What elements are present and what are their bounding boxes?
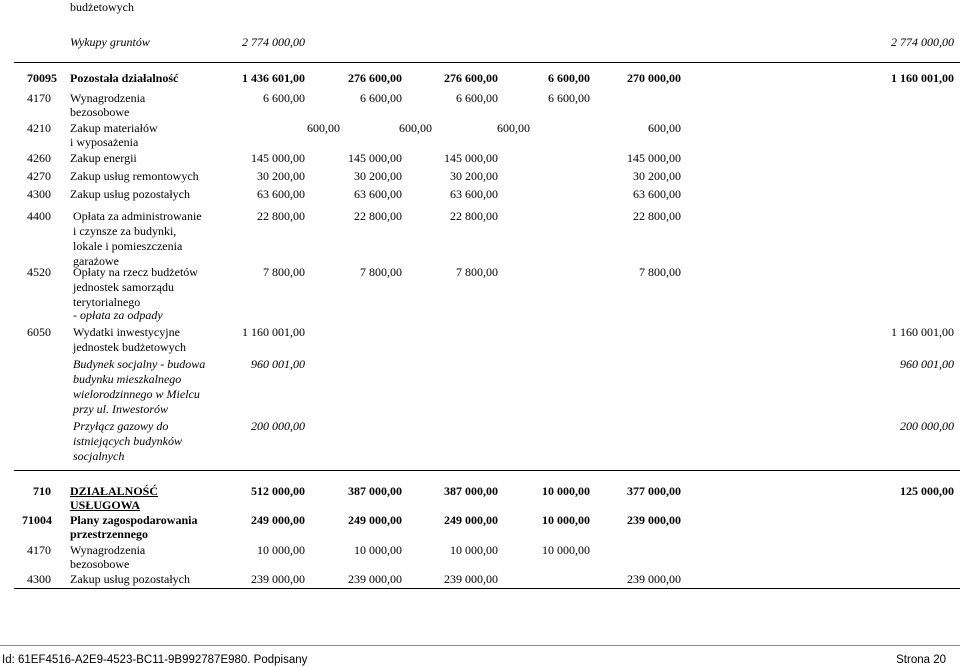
row-label: Zakup materiałów bbox=[70, 121, 158, 135]
row-label: garażowe bbox=[73, 254, 119, 268]
row-code: 4170 bbox=[27, 91, 51, 105]
cell-other: 7 800,00 bbox=[639, 265, 681, 279]
cell-total: 63 600,00 bbox=[257, 187, 305, 201]
cell-current: 145 000,00 bbox=[348, 151, 402, 165]
row-code: 4260 bbox=[27, 151, 51, 165]
row-label: Wydatki inwestycyjne bbox=[73, 325, 180, 339]
cell-statutory: 600,00 bbox=[497, 121, 530, 135]
cell-statutory: 145 000,00 bbox=[444, 151, 498, 165]
purchase-label: Wykupy gruntów bbox=[70, 35, 150, 49]
row-label: Zakup usług pozostałych bbox=[70, 187, 190, 201]
divider bbox=[14, 470, 960, 471]
document-id: Id: 61EF4516-A2E9-4523-BC11-9B992787E980. Podpisany bbox=[2, 654, 308, 666]
cell-total: 512 000,00 bbox=[251, 484, 305, 498]
cell-statutory: 239 000,00 bbox=[444, 572, 498, 586]
investment-total: 200 000,00 bbox=[251, 419, 305, 433]
waste-fee-note: - opłata za odpady bbox=[73, 308, 163, 322]
cell-other: 239 000,00 bbox=[627, 513, 681, 527]
investment-last: 200 000,00 bbox=[900, 419, 954, 433]
investment-label: istniejących budynków bbox=[73, 434, 182, 448]
cell-current: 276 600,00 bbox=[348, 71, 402, 85]
section-code: 71004 bbox=[22, 513, 52, 527]
cell-statutory: 387 000,00 bbox=[444, 484, 498, 498]
row-label: i czynsze za budynki, bbox=[73, 224, 177, 238]
investment-label: socjalnych bbox=[73, 449, 125, 463]
row-label: Opłata za administrowanie bbox=[73, 209, 202, 223]
row-code: 4520 bbox=[27, 265, 51, 279]
cell-investment: 125 000,00 bbox=[900, 484, 954, 498]
cell-current: 63 600,00 bbox=[354, 187, 402, 201]
section-code: 710 bbox=[33, 484, 51, 498]
investment-label: budynku mieszkalnego bbox=[73, 372, 182, 386]
row-code: 4300 bbox=[27, 187, 51, 201]
row-code: 4170 bbox=[27, 543, 51, 557]
section-label: DZIAŁALNOŚĆ bbox=[70, 484, 159, 498]
cell-total: 600,00 bbox=[307, 121, 340, 135]
cell-total: 145 000,00 bbox=[251, 151, 305, 165]
cell-statutory: 10 000,00 bbox=[450, 543, 498, 557]
cell-wages: 10 000,00 bbox=[542, 513, 590, 527]
cell-current: 600,00 bbox=[399, 121, 432, 135]
cell-wages: 6 600,00 bbox=[548, 71, 590, 85]
cell-current: 22 800,00 bbox=[354, 209, 402, 223]
cell-other: 63 600,00 bbox=[633, 187, 681, 201]
cell-current: 249 000,00 bbox=[348, 513, 402, 527]
cell-statutory: 6 600,00 bbox=[456, 91, 498, 105]
investment-label: Budynek socjalny - budowa bbox=[73, 357, 206, 371]
row-code: 4210 bbox=[27, 121, 51, 135]
section-label: Pozostała działalność bbox=[70, 71, 179, 85]
row-label: Zakup usług remontowych bbox=[70, 169, 199, 183]
cell-current: 30 200,00 bbox=[354, 169, 402, 183]
cell-wages: 10 000,00 bbox=[542, 484, 590, 498]
cell-current: 6 600,00 bbox=[360, 91, 402, 105]
cell-wages: 6 600,00 bbox=[548, 91, 590, 105]
cell-total: 239 000,00 bbox=[251, 572, 305, 586]
cell-investment: 1 160 001,00 bbox=[891, 325, 954, 339]
cell-statutory: 30 200,00 bbox=[450, 169, 498, 183]
investment-last: 960 001,00 bbox=[900, 357, 954, 371]
purchase-last: 2 774 000,00 bbox=[891, 35, 954, 49]
cell-total: 7 800,00 bbox=[263, 265, 305, 279]
cell-total: 1 160 001,00 bbox=[242, 325, 305, 339]
row-code: 6050 bbox=[27, 325, 51, 339]
section-label: Plany zagospodarowania bbox=[70, 513, 198, 527]
row-label: i wyposażenia bbox=[70, 135, 139, 149]
row-label: Wynagrodzenia bbox=[70, 91, 146, 105]
cell-other: 377 000,00 bbox=[627, 484, 681, 498]
investment-total: 960 001,00 bbox=[251, 357, 305, 371]
cell-current: 7 800,00 bbox=[360, 265, 402, 279]
cell-statutory: 276 600,00 bbox=[444, 71, 498, 85]
section-label: przestrzennego bbox=[70, 527, 148, 541]
cell-total: 249 000,00 bbox=[251, 513, 305, 527]
cell-total: 30 200,00 bbox=[257, 169, 305, 183]
page-number: Strona 20 bbox=[896, 654, 946, 666]
cell-other: 30 200,00 bbox=[633, 169, 681, 183]
row-label: bezosobowe bbox=[70, 557, 130, 571]
cell-current: 387 000,00 bbox=[348, 484, 402, 498]
row-label: jednostek budżetowych bbox=[73, 340, 186, 354]
row-label: terytorialnego bbox=[73, 295, 141, 309]
cell-statutory: 249 000,00 bbox=[444, 513, 498, 527]
cell-other: 600,00 bbox=[648, 121, 681, 135]
investment-label: przy ul. Inwestorów bbox=[73, 402, 169, 416]
section-code: 70095 bbox=[27, 71, 57, 85]
cell-total: 6 600,00 bbox=[263, 91, 305, 105]
cell-other: 239 000,00 bbox=[627, 572, 681, 586]
cell-other: 145 000,00 bbox=[627, 151, 681, 165]
cell-investment: 1 160 001,00 bbox=[891, 71, 954, 85]
investment-label: wielorodzinnego w Mielcu bbox=[73, 387, 200, 401]
divider bbox=[14, 588, 960, 589]
row-label: Zakup energii bbox=[70, 151, 137, 165]
cell-other: 270 000,00 bbox=[627, 71, 681, 85]
row-label: Opłaty na rzecz budżetów bbox=[73, 265, 198, 279]
cell-statutory: 22 800,00 bbox=[450, 209, 498, 223]
row-label: lokale i pomieszczenia bbox=[73, 239, 183, 253]
row-label: Zakup usług pozostałych bbox=[70, 572, 190, 586]
investment-label: Przyłącz gazowy do bbox=[73, 419, 169, 433]
row-code: 4270 bbox=[27, 169, 51, 183]
cell-statutory: 63 600,00 bbox=[450, 187, 498, 201]
cell-total: 22 800,00 bbox=[257, 209, 305, 223]
row-code: 4300 bbox=[27, 572, 51, 586]
cell-current: 239 000,00 bbox=[348, 572, 402, 586]
row-label: bezosobowe bbox=[70, 105, 130, 119]
cell-current: 10 000,00 bbox=[354, 543, 402, 557]
row-code: 4400 bbox=[27, 209, 51, 223]
purchase-total: 2 774 000,00 bbox=[242, 35, 305, 49]
cell-other: 22 800,00 bbox=[633, 209, 681, 223]
cell-statutory: 7 800,00 bbox=[456, 265, 498, 279]
section-label: USŁUGOWA bbox=[70, 498, 141, 512]
cell-total: 1 436 601,00 bbox=[242, 71, 305, 85]
row-label: jednostek samorządu bbox=[73, 280, 174, 294]
row-label: Wynagrodzenia bbox=[70, 543, 146, 557]
continuation-text: budżetowych bbox=[70, 0, 134, 14]
divider bbox=[14, 62, 960, 63]
cell-total: 10 000,00 bbox=[257, 543, 305, 557]
footer-divider bbox=[0, 645, 960, 646]
cell-wages: 10 000,00 bbox=[542, 543, 590, 557]
